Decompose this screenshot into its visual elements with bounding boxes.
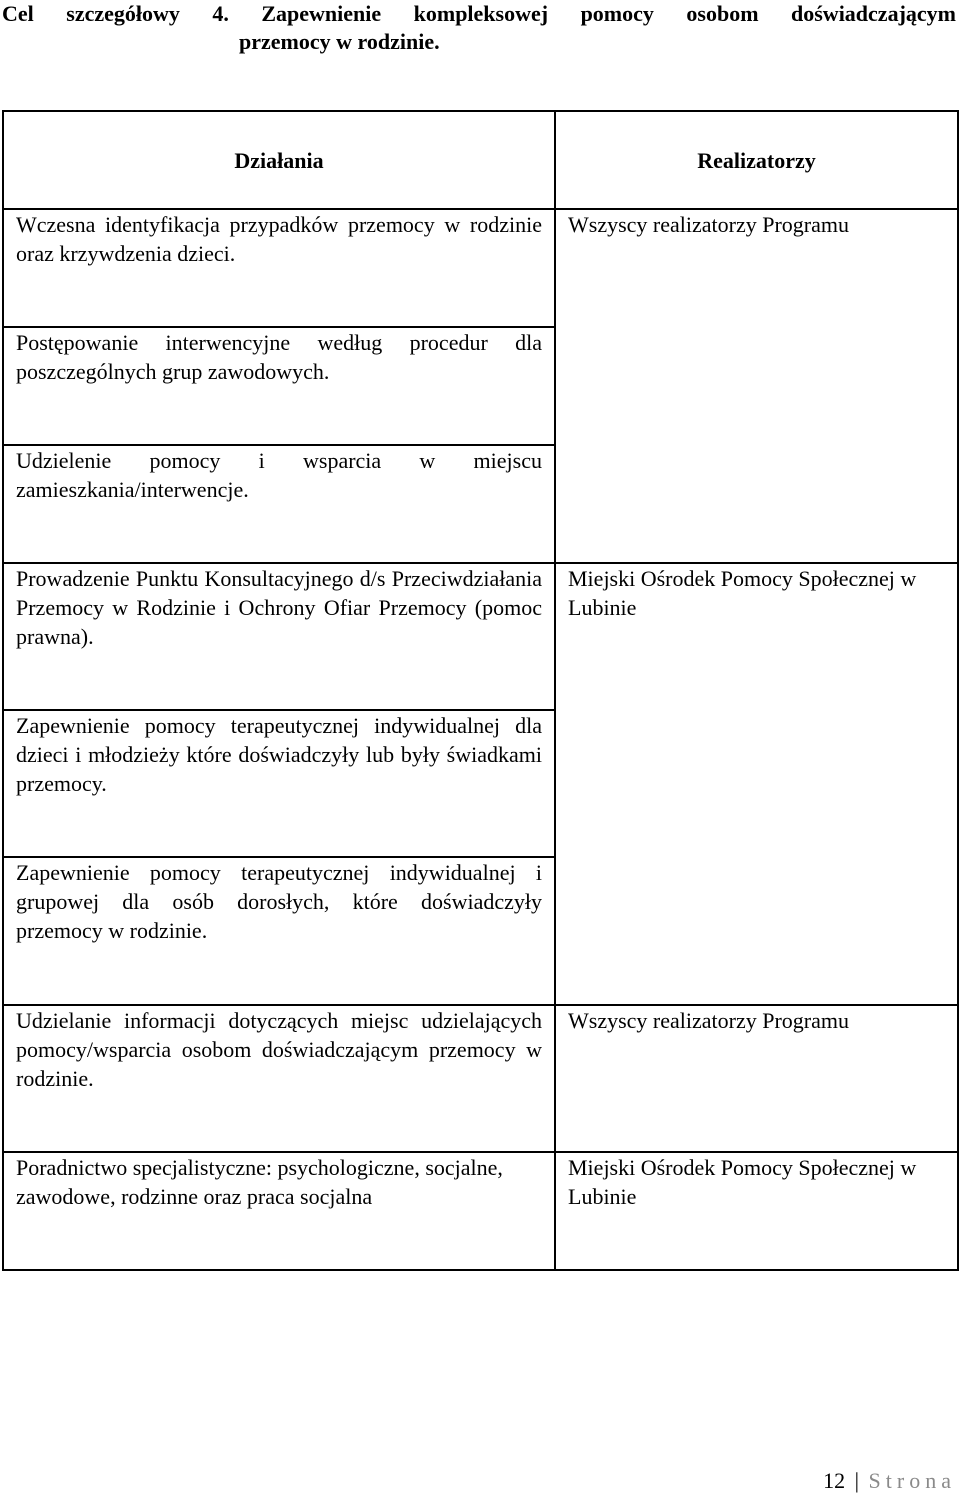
action-cell: Poradnictwo specjalistyczne: psychologiczne, socjalne, zawodowe, rodzinne oraz praca socjalna	[3, 1152, 555, 1270]
page-label: Strona	[868, 1468, 956, 1493]
action-cell: Prowadzenie Punktu Konsultacyjnego d/s Przeciwdziałania Przemocy w Rodzinie i Ochrony Ofiar Przemocy (pomoc prawna).	[3, 563, 555, 710]
realizer-cell: Miejski Ośrodek Pomocy Społecznej w Lubinie	[555, 1152, 958, 1270]
action-cell: Wczesna identyfikacja przypadków przemocy w rodzinie oraz krzywdzenia dzieci.	[3, 209, 555, 327]
table-row	[3, 1005, 958, 1152]
realizer-cell: Wszyscy realizatorzy Programu	[555, 1005, 958, 1152]
table-row	[3, 1152, 958, 1270]
page-number: 12	[823, 1468, 846, 1493]
table-row	[3, 209, 958, 327]
table-header-row	[3, 111, 958, 209]
action-cell: Zapewnienie pomocy terapeutycznej indywidualnej i grupowej dla osób dorosłych, które doświadczyły przemocy w rodzinie.	[3, 857, 555, 1005]
section-heading	[0, 0, 956, 56]
action-cell: Postępowanie interwencyjne według procedur dla poszczególnych grup zawodowych.	[3, 327, 555, 445]
actions-table	[2, 110, 959, 1271]
realizer-cell: Wszyscy realizatorzy Programu	[555, 209, 958, 563]
header-realizers: Realizatorzy	[555, 111, 958, 209]
table-row	[3, 563, 958, 710]
page-footer	[823, 1468, 956, 1494]
heading-line-2: przemocy w rodzinie.	[239, 29, 440, 54]
action-cell: Udzielenie pomocy i wsparcia w miejscu zamieszkania/interwencje.	[3, 445, 555, 563]
action-cell: Udzielanie informacji dotyczących miejsc udzielających pomocy/wsparcia osobom doświadczającym przemocy w rodzinie.	[3, 1005, 555, 1152]
action-cell: Zapewnienie pomocy terapeutycznej indywidualnej dla dzieci i młodzieży które doświadczyły lub były świadkami przemocy.	[3, 710, 555, 857]
header-actions: Działania	[3, 111, 555, 209]
realizer-cell: Miejski Ośrodek Pomocy Społecznej w Lubinie	[555, 563, 958, 1005]
heading-line-1: Cel szczegółowy 4. Zapewnienie kompleksowej pomocy osobom doświadczającym	[2, 1, 956, 26]
footer-separator: |	[854, 1468, 860, 1493]
